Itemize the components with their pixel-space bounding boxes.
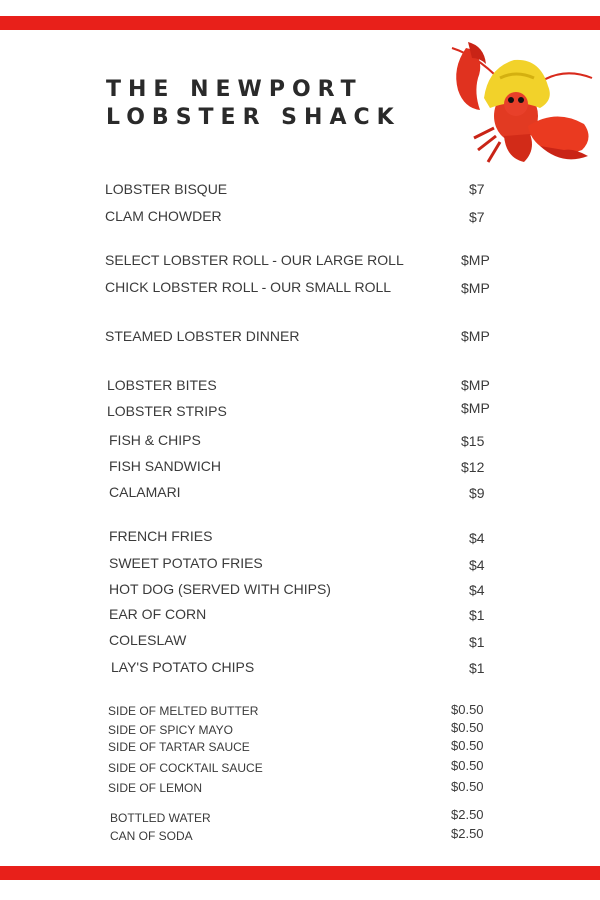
menu-item-name: STEAMED LOBSTER DINNER — [105, 328, 300, 344]
menu-item-price: $0.50 — [451, 720, 484, 735]
menu-item-price: $0.50 — [451, 738, 484, 753]
menu-item-name: COLESLAW — [109, 632, 187, 648]
menu-item-name: LOBSTER BITES — [107, 377, 217, 393]
menu-item-name: LOBSTER BISQUE — [105, 181, 228, 197]
menu-item-name: CLAM CHOWDER — [105, 208, 222, 224]
menu-item-price: $MP — [461, 280, 490, 296]
menu-item-price: $0.50 — [451, 779, 484, 794]
menu-item-name: FISH SANDWICH — [109, 458, 221, 474]
menu-item-price: $0.50 — [451, 758, 484, 773]
menu-item-name: SIDE OF SPICY MAYO — [108, 723, 233, 737]
menu-item-name: SIDE OF TARTAR SAUCE — [108, 740, 250, 754]
menu-item-name: SIDE OF COCKTAIL SAUCE — [108, 761, 263, 775]
menu-item-price: $1 — [469, 607, 485, 623]
menu-item-name: SIDE OF MELTED BUTTER — [108, 704, 259, 718]
menu-item-name: CALAMARI — [109, 484, 181, 500]
title-line-1: THE NEWPORT — [106, 77, 363, 102]
menu-item-price: $2.50 — [451, 807, 484, 822]
menu-item-price: $MP — [461, 400, 490, 416]
menu-item-name: SIDE OF LEMON — [108, 781, 203, 795]
menu-item-price: $2.50 — [451, 826, 484, 841]
menu-item-name: FISH & CHIPS — [109, 432, 201, 448]
menu-item-name: LOBSTER STRIPS — [107, 403, 227, 419]
menu-item-price: $1 — [469, 634, 485, 650]
menu-item-price: $MP — [461, 377, 490, 393]
menu-item-name: BOTTLED WATER — [110, 811, 211, 825]
menu-item-price: $4 — [469, 557, 485, 573]
menu-item-price: $4 — [469, 530, 485, 546]
title-line-2: LOBSTER SHACK — [106, 105, 401, 130]
lobster-icon — [444, 38, 594, 168]
menu-item-price: $MP — [461, 328, 490, 344]
menu-item-name: SWEET POTATO FRIES — [109, 555, 263, 571]
menu-item-name: HOT DOG (SERVED WITH CHIPS) — [109, 581, 331, 597]
menu-item-price: $4 — [469, 582, 485, 598]
menu-item-name: CAN OF SODA — [110, 829, 193, 843]
menu-item-price: $0.50 — [451, 702, 484, 717]
menu-item-name: EAR OF CORN — [109, 606, 207, 622]
menu-item-price: $9 — [469, 485, 485, 501]
bottom-red-stripe — [0, 866, 600, 880]
menu-item-price: $12 — [461, 459, 485, 475]
menu-item-price: $15 — [461, 433, 485, 449]
menu-item-price: $7 — [469, 209, 485, 225]
menu-item-name: LAY'S POTATO CHIPS — [111, 659, 255, 675]
restaurant-title — [106, 76, 401, 132]
menu-item-name: SELECT LOBSTER ROLL - OUR LARGE ROLL — [105, 252, 404, 268]
menu-item-name: CHICK LOBSTER ROLL - OUR SMALL ROLL — [105, 279, 392, 295]
menu-item-price: $7 — [469, 181, 485, 197]
menu-item-price: $1 — [469, 660, 485, 676]
menu-item-price: $MP — [461, 252, 490, 268]
menu-item-name: FRENCH FRIES — [109, 528, 213, 544]
